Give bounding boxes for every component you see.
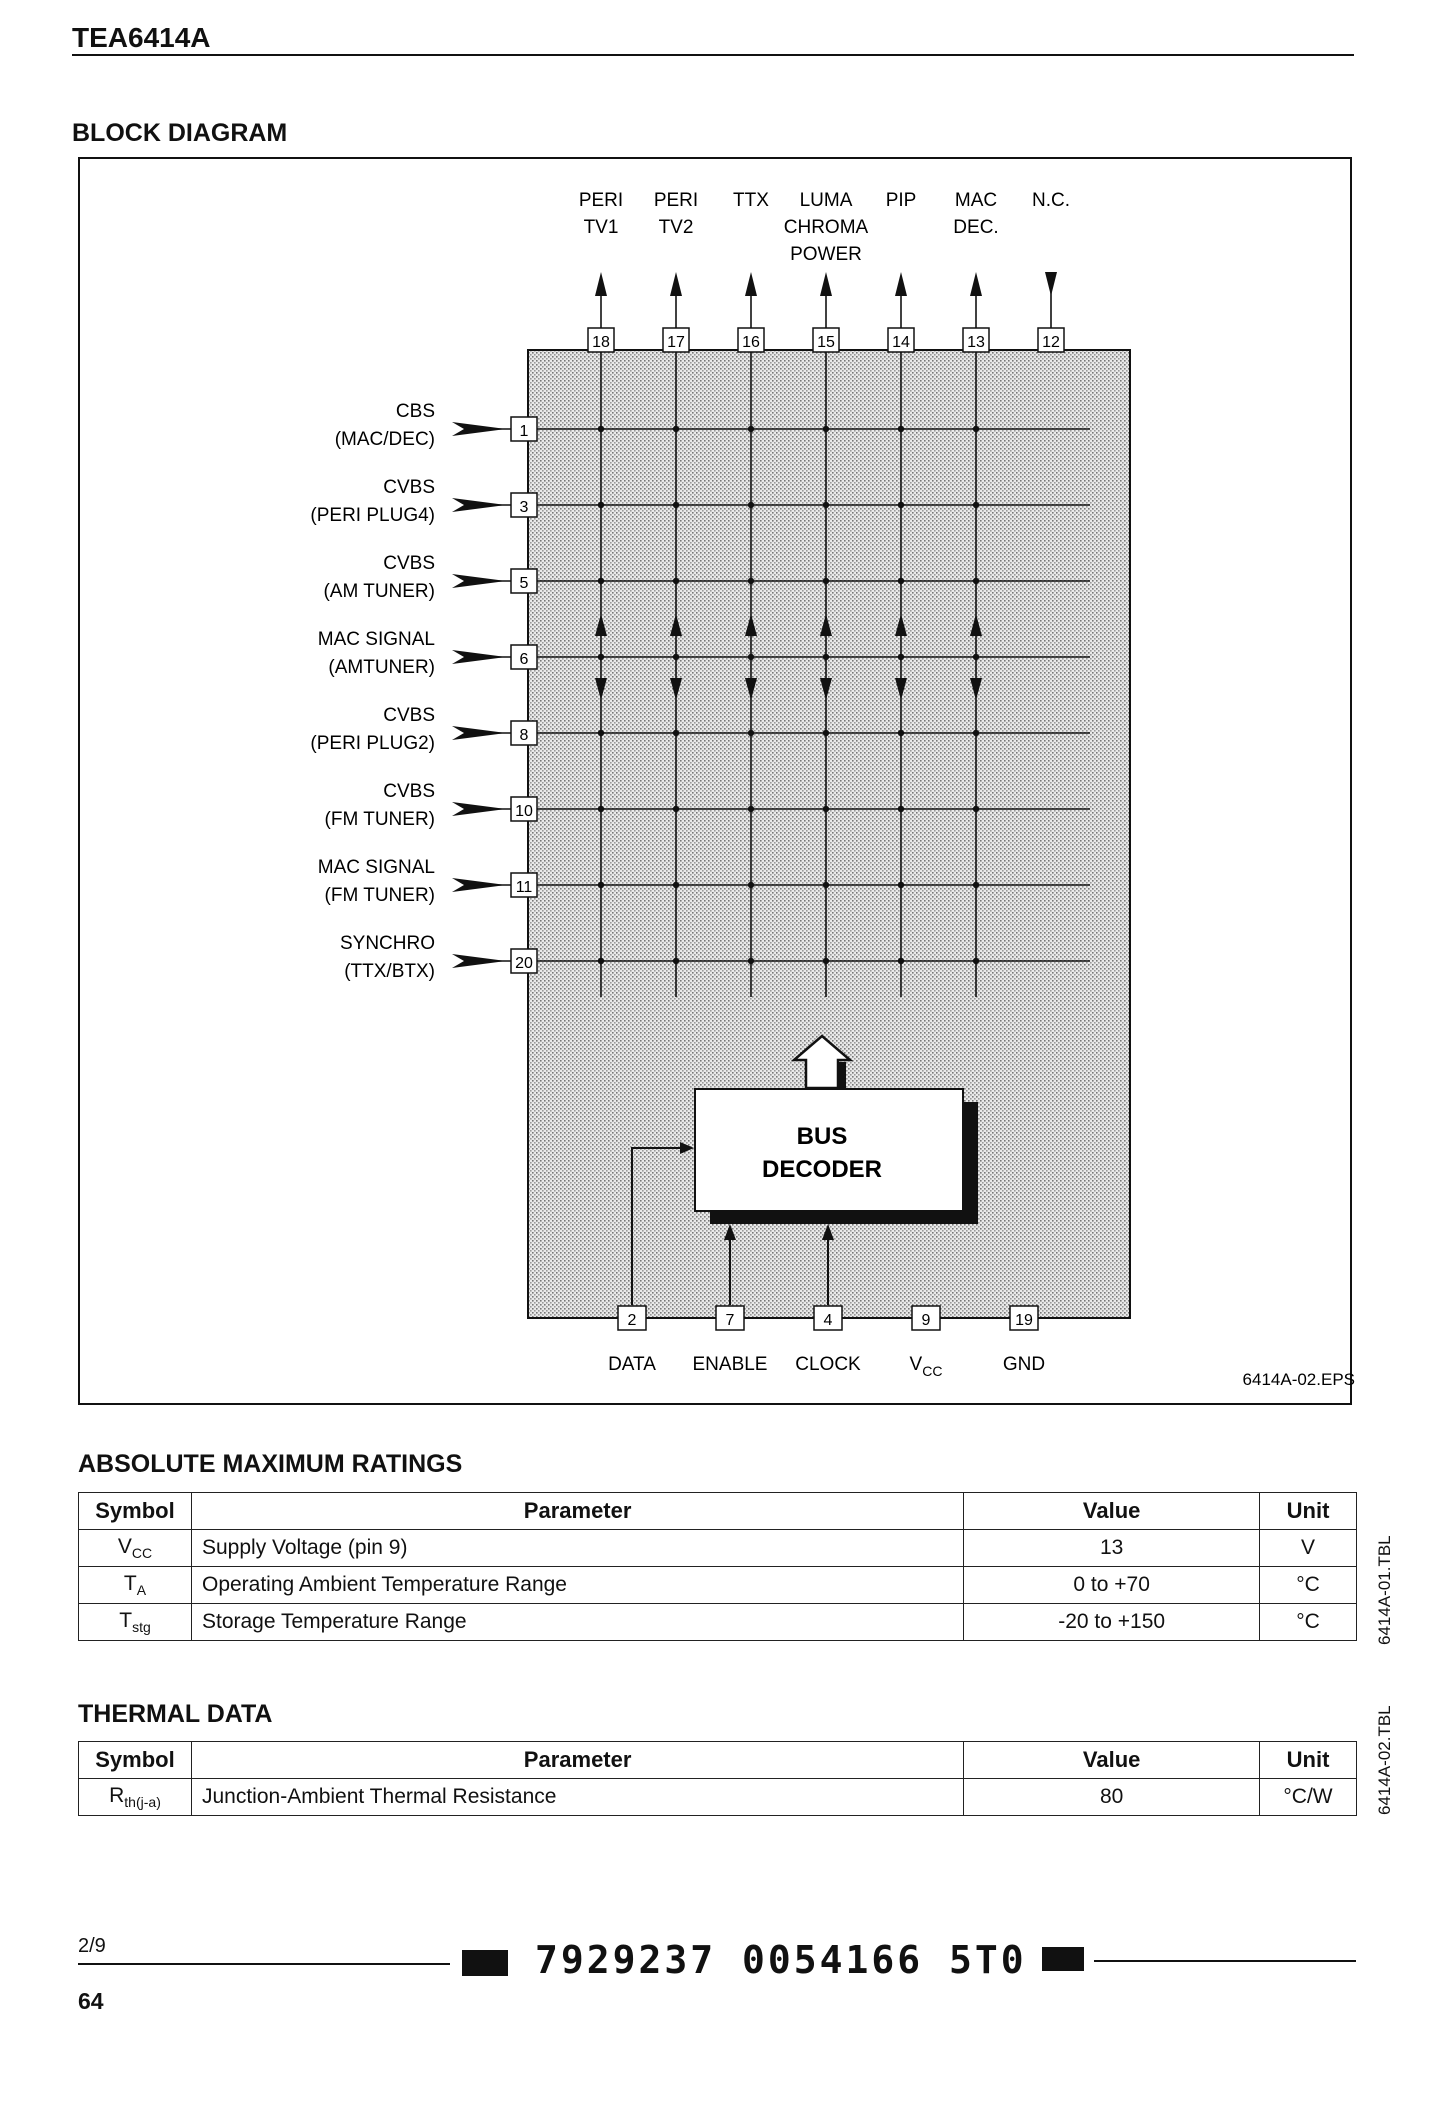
- bottom-pin-number: 4: [823, 1312, 833, 1329]
- output-pins: [588, 328, 1064, 352]
- decoder-arrow-shadow: [838, 1062, 846, 1088]
- crosspoint-dot: [598, 882, 604, 888]
- input-label-line2: (PERI PLUG2): [310, 733, 435, 754]
- bottom-pin-label-main: ENABLE: [692, 1354, 768, 1375]
- input-label-line1: CVBS: [383, 553, 435, 574]
- crosspoint-dot: [673, 730, 679, 736]
- page-number: 64: [78, 1988, 104, 2014]
- crosspoint-dot: [598, 502, 604, 508]
- crosspoint-dot: [898, 882, 904, 888]
- output-label-line1: LUMA: [799, 190, 853, 211]
- output-pin-number: 17: [667, 334, 685, 351]
- thermal-table: [78, 1741, 1357, 1816]
- footer-rule-right: [1094, 1960, 1356, 1962]
- output-pin-number: 16: [742, 334, 760, 351]
- unit-cell: °C: [1260, 1604, 1357, 1641]
- crosspoint-dot: [673, 806, 679, 812]
- output-label-line1: PERI: [578, 190, 624, 211]
- bottom-pin: [716, 1306, 744, 1330]
- bottom-pin-label: [910, 1354, 943, 1379]
- value-cell: 0 to +70: [964, 1567, 1260, 1604]
- parameter-cell: Operating Ambient Temperature Range: [191, 1567, 963, 1604]
- input-label-line1: CVBS: [383, 477, 435, 498]
- output-pin: [813, 328, 839, 352]
- bottom-pin-label: [795, 1354, 861, 1375]
- output-label-line1: MAC: [954, 190, 998, 211]
- bottom-pin: [618, 1306, 646, 1330]
- table-row: [79, 1779, 1357, 1816]
- input-label-line2: (MAC/DEC): [334, 429, 435, 450]
- bottom-pin-label-main: CLOCK: [795, 1354, 861, 1375]
- nc-arrow-head: [1045, 272, 1057, 296]
- crosspoint-dot: [748, 730, 754, 736]
- bottom-labels: [608, 1354, 1045, 1379]
- abs-max-table-ref: 6414A-01.TBL: [1375, 1535, 1394, 1645]
- output-pin: [963, 328, 989, 352]
- barcode-text: 7929237 0054166 5T0: [535, 1938, 1027, 1982]
- input-arrows: [452, 422, 511, 968]
- input-label-line2: (PERI PLUG4): [310, 505, 435, 526]
- crosspoint-dot: [748, 502, 754, 508]
- input-label-line1: MAC SIGNAL: [317, 629, 435, 650]
- bottom-pin-label: [1003, 1354, 1045, 1375]
- thermal-header-row: [79, 1742, 1357, 1779]
- bus-decoder-label-2: DECODER: [761, 1156, 883, 1183]
- page-of: 2/9: [78, 1935, 106, 1957]
- crosspoint-dot: [748, 426, 754, 432]
- output-pin: [663, 328, 689, 352]
- bottom-pin-label: [608, 1354, 656, 1375]
- bottom-pin-label-main: V: [909, 1354, 923, 1375]
- crosspoint-dot: [823, 882, 829, 888]
- bottom-pin-number: 2: [627, 1312, 637, 1329]
- value-cell: 13: [964, 1530, 1260, 1567]
- crosspoint-dot: [973, 426, 979, 432]
- col-parameter: Parameter: [191, 1493, 963, 1530]
- output-label-line1: N.C.: [1032, 190, 1070, 211]
- crosspoint-dot: [973, 958, 979, 964]
- input-pin: [511, 493, 537, 517]
- bottom-pin: [814, 1306, 842, 1330]
- crosspoint-dot: [598, 426, 604, 432]
- output-pin-number: 12: [1042, 334, 1060, 351]
- crosspoint-dot: [598, 958, 604, 964]
- parameter-cell: Junction-Ambient Thermal Resistance: [191, 1779, 963, 1816]
- bottom-pin-label-sub: CC: [922, 1363, 943, 1379]
- input-label-line1: MAC SIGNAL: [317, 857, 435, 878]
- input-labels: [310, 401, 435, 982]
- input-pin-number: 8: [519, 727, 529, 744]
- crosspoint-dot: [598, 730, 604, 736]
- input-pin-number: 1: [519, 423, 529, 440]
- crosspoint-dot: [973, 806, 979, 812]
- crosspoint-dot: [823, 578, 829, 584]
- crosspoint-dot: [748, 806, 754, 812]
- crosspoint-dot: [748, 578, 754, 584]
- symbol-cell: $R_{th(j-a)}$: [79, 1779, 192, 1816]
- output-label-line3: POWER: [790, 244, 862, 265]
- block-diagram-heading: BLOCK DIAGRAM: [72, 119, 288, 147]
- crosspoint-dot: [973, 882, 979, 888]
- table-row: [79, 1567, 1357, 1604]
- output-arrows: [595, 272, 1057, 328]
- col-unit: Unit: [1260, 1493, 1357, 1530]
- thermal-heading: THERMAL DATA: [78, 1700, 273, 1728]
- document-title: TEA6414A: [72, 22, 211, 53]
- diagram-file-ref: 6414A-02.EPS: [1242, 1370, 1355, 1389]
- crosspoint-dot: [748, 882, 754, 888]
- input-pin-number: 11: [515, 879, 533, 896]
- crosspoint-dot: [973, 502, 979, 508]
- output-arrow-head: [745, 272, 757, 296]
- input-pin: [511, 797, 537, 821]
- input-pin: [511, 721, 537, 745]
- input-label-line2: (TTX/BTX): [344, 961, 435, 982]
- input-pin-number: 3: [519, 499, 529, 516]
- input-label-line2: (FM TUNER): [324, 809, 435, 830]
- crosspoint-dot: [673, 654, 679, 660]
- symbol-cell: $V_{CC}$: [79, 1530, 192, 1567]
- unit-cell: V: [1260, 1530, 1357, 1567]
- footer-rule-left: [78, 1963, 450, 1965]
- crosspoint-dot: [598, 806, 604, 812]
- bottom-pin-number: 9: [921, 1312, 931, 1329]
- output-arrow-head: [670, 272, 682, 296]
- bus-decoder-box: [695, 1089, 963, 1211]
- thermal-table-ref: 6414A-02.TBL: [1375, 1705, 1394, 1815]
- col-value: Value: [964, 1742, 1260, 1779]
- col-symbol: Symbol: [79, 1493, 192, 1530]
- crosspoint-dot: [598, 578, 604, 584]
- abs-max-heading: ABSOLUTE MAXIMUM RATINGS: [78, 1450, 463, 1478]
- crosspoint-dot: [673, 502, 679, 508]
- input-pin: [511, 569, 537, 593]
- input-pin-number: 6: [519, 651, 529, 668]
- output-pin-number: 18: [592, 334, 610, 351]
- crosspoint-dot: [898, 730, 904, 736]
- crosspoint-dot: [898, 958, 904, 964]
- input-pin: [511, 949, 537, 973]
- output-pin-number: 14: [892, 334, 910, 351]
- unit-cell: °C: [1260, 1567, 1357, 1604]
- crosspoint-dot: [673, 958, 679, 964]
- input-label-line1: CBS: [395, 401, 435, 422]
- crosspoint-dot: [673, 578, 679, 584]
- crosspoint-dot: [973, 730, 979, 736]
- input-label-line1: CVBS: [383, 781, 435, 802]
- output-labels: [579, 190, 1070, 265]
- parameter-cell: Supply Voltage (pin 9): [191, 1530, 963, 1567]
- input-pin-number: 5: [519, 575, 529, 592]
- table-row: [79, 1530, 1357, 1567]
- output-pin-number: 15: [817, 334, 835, 351]
- barcode-block-left: [462, 1950, 508, 1976]
- input-pin: [511, 417, 537, 441]
- parameter-cell: Storage Temperature Range: [191, 1604, 963, 1641]
- output-pin: [1038, 328, 1064, 352]
- input-pin-number: 20: [515, 955, 533, 972]
- crosspoint-dot: [673, 882, 679, 888]
- output-arrow-head: [970, 272, 982, 296]
- crosspoint-dot: [823, 806, 829, 812]
- input-pin: [511, 645, 537, 669]
- input-pin: [511, 873, 537, 897]
- bottom-pin-number: 7: [725, 1312, 735, 1329]
- output-pin: [588, 328, 614, 352]
- output-arrow-head: [895, 272, 907, 296]
- output-pin: [738, 328, 764, 352]
- symbol-cell: $T_A$: [79, 1567, 192, 1604]
- abs-max-header-row: [79, 1493, 1357, 1530]
- input-label-line1: SYNCHRO: [339, 933, 435, 954]
- barcode-block-right: [1042, 1947, 1084, 1971]
- crosspoint-dot: [898, 806, 904, 812]
- output-label-line2: DEC.: [953, 217, 999, 238]
- output-label-line2: CHROMA: [783, 217, 869, 238]
- value-cell: 80: [964, 1779, 1260, 1816]
- crosspoint-dot: [823, 502, 829, 508]
- bottom-pin-number: 19: [1015, 1312, 1033, 1329]
- crosspoint-dot: [823, 654, 829, 660]
- input-pin-number: 10: [515, 803, 533, 820]
- symbol-cell: $T_{stg}$: [79, 1604, 192, 1641]
- crosspoint-dot: [898, 578, 904, 584]
- output-label-line2: TV2: [658, 217, 694, 238]
- bottom-pin-label-main: DATA: [608, 1354, 656, 1375]
- crosspoint-dot: [823, 958, 829, 964]
- output-pin: [888, 328, 914, 352]
- output-label-line1: PIP: [885, 190, 917, 211]
- col-parameter: Parameter: [191, 1742, 963, 1779]
- col-symbol: Symbol: [79, 1742, 192, 1779]
- col-value: Value: [964, 1493, 1260, 1530]
- crosspoint-dot: [973, 578, 979, 584]
- crosspoint-dot: [973, 654, 979, 660]
- crosspoint-dot: [673, 426, 679, 432]
- input-label-line2: (FM TUNER): [324, 885, 435, 906]
- crosspoint-dot: [898, 654, 904, 660]
- value-cell: -20 to +150: [964, 1604, 1260, 1641]
- output-label-line2: TV1: [583, 217, 619, 238]
- input-label-line2: (AM TUNER): [323, 581, 435, 602]
- col-unit: Unit: [1260, 1742, 1357, 1779]
- crosspoint-dot: [898, 426, 904, 432]
- crosspoint-dot: [898, 502, 904, 508]
- output-arrow-head: [820, 272, 832, 296]
- input-label-line1: CVBS: [383, 705, 435, 726]
- table-row: [79, 1604, 1357, 1641]
- unit-cell: °C/W: [1260, 1779, 1357, 1816]
- bottom-pin-label: [693, 1354, 768, 1375]
- input-label-line2: (AMTUNER): [328, 657, 435, 678]
- output-label-line1: TTX: [733, 190, 769, 211]
- bottom-pin-label-main: GND: [1002, 1354, 1046, 1375]
- output-pin-number: 13: [967, 334, 985, 351]
- crosspoint-dot: [748, 958, 754, 964]
- bottom-pin: [1010, 1306, 1038, 1330]
- crosspoint-dot: [823, 426, 829, 432]
- crosspoint-dot: [748, 654, 754, 660]
- abs-max-table: [78, 1492, 1357, 1641]
- output-label-line1: PERI: [653, 190, 699, 211]
- crosspoint-dot: [823, 730, 829, 736]
- output-arrow-head: [595, 272, 607, 296]
- bottom-pin: [912, 1306, 940, 1330]
- bus-decoder-label-1: BUS: [796, 1123, 848, 1150]
- crosspoint-dot: [598, 654, 604, 660]
